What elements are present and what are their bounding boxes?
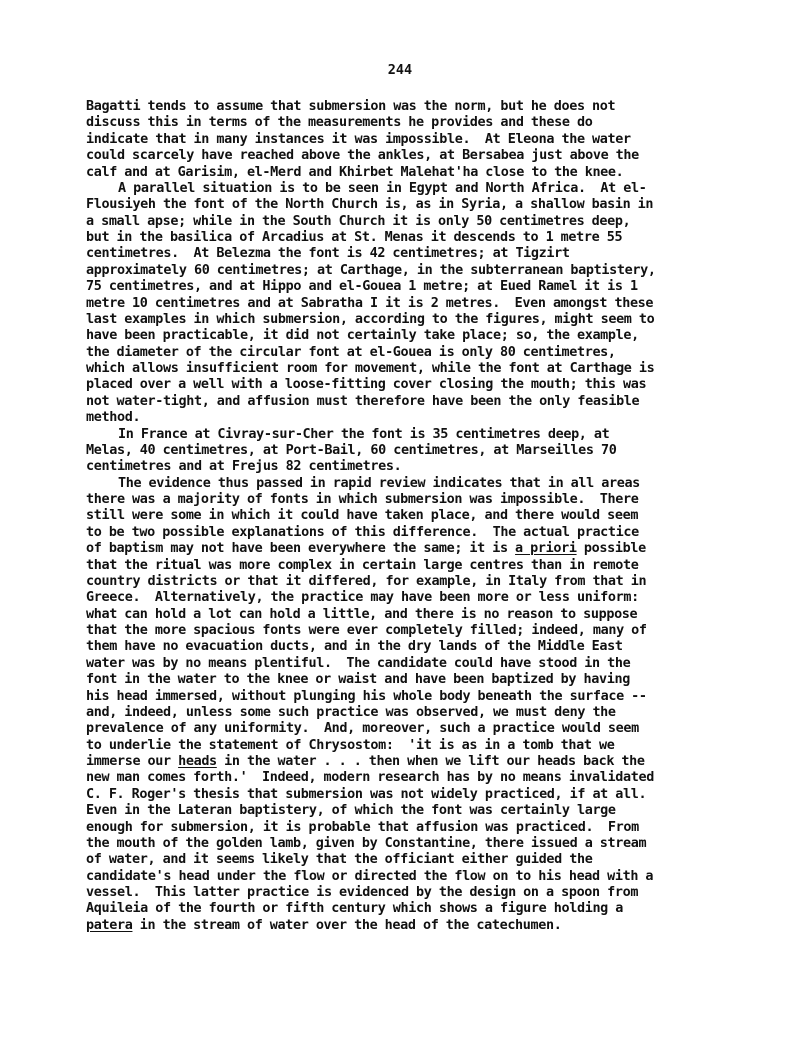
- text-line: country districts or that it differed, for example, in Italy from that in: [86, 573, 647, 589]
- text-line: them have no evacuation ducts, and in the dry lands of the Middle East: [86, 639, 623, 655]
- text-line: placed over a well with a loose-fitting cover closing the mouth; this was: [86, 377, 647, 393]
- text-line: [86, 541, 746, 557]
- text-line: and, indeed, unless some such practice was observed, we must deny the: [86, 704, 616, 720]
- text-line: vessel. This latter practice is evidenced by the design on a spoon from: [86, 885, 639, 900]
- text-line: could scarcely have reached above the ankles, at Bersabea just above the: [86, 148, 639, 164]
- text-line: approximately 60 centimetres; at Carthage, in the subterranean baptistery,: [86, 262, 656, 278]
- text-line: to underlie the statement of Chrysostom: 'it is as in a tomb that we: [86, 737, 615, 753]
- text-line: centimetres and at Frejus 82 centimetres.: [86, 459, 402, 475]
- text-line: last examples in which submersion, according to the figures, might seem to: [86, 311, 655, 327]
- text-segment: in the stream of water over the head of the catechumen.: [132, 917, 562, 933]
- paragraph-start-line: In France at Civray-sur-Cher the font is 35 centimetres deep, at: [118, 426, 610, 442]
- text-line: which allows insufficient room for movement, while the font at Carthage is: [86, 361, 655, 376]
- text-line: but in the basilica of Arcadius at St. Menas it descends to 1 metre 55: [86, 230, 623, 245]
- text-line: new man comes forth.' Indeed, modern research has by no means invalidated: [86, 770, 654, 786]
- text-line: Melas, 40 centimetres, at Port-Bail, 60 centimetres, at Marseilles 70: [86, 442, 617, 458]
- text-line: discuss this in terms of the measurements he provides and these do: [86, 115, 593, 131]
- text-line: not water-tight, and affusion must therefore have been the only feasible: [86, 393, 640, 409]
- underlined-a-priori: a priori: [515, 541, 577, 557]
- text-segment: of baptism may not have been everywhere the same; it is: [86, 541, 516, 557]
- text-line: that the ritual was more complex in certain large centres than in remote: [86, 557, 639, 573]
- text-line: Even in the Lateran baptistery, of which the font was certainly large: [86, 803, 616, 819]
- paragraph-start-line: The evidence thus passed in rapid review indicates that in all areas: [118, 475, 640, 491]
- underlined-heads: heads: [178, 754, 217, 769]
- text-line: centimetres. At Belezma the font is 42 centimetres; at Tigzirt: [86, 246, 570, 262]
- text-line: indicate that in many instances it was impossible. At Eleona the water: [86, 131, 631, 147]
- text-line: prevalence of any uniformity. And, moreover, such a practice would seem: [86, 721, 639, 737]
- text-line: enough for submersion, it is probable that affusion was practiced. From: [86, 819, 639, 835]
- text-line: 75 centimetres, and at Hippo and el-Gouea 1 metre; at Eued Ramel it is 1: [86, 279, 638, 295]
- text-line: calf and at Garisim, el-Merd and Khirbet Malehat'ha close to the knee.: [86, 164, 624, 180]
- text-line: what can hold a lot can hold a little, and there is no reason to suppose: [86, 606, 638, 622]
- text-line: Bagatti tends to assume that submersion was the norm, but he does not: [86, 99, 616, 114]
- text-line: [86, 918, 746, 934]
- text-segment: immerse our: [86, 754, 179, 769]
- text-line: font in the water to the knee or waist and have been baptized by having: [86, 672, 630, 688]
- body-text: [86, 99, 746, 934]
- text-line: candidate's head under the flow or directed the flow on to his head with a: [86, 868, 654, 884]
- text-line: Aquileia of the fourth or fifth century which shows a figure holding a: [86, 901, 624, 917]
- text-line: metre 10 centimetres and at Sabratha I it is 2 metres. Even amongst these: [86, 295, 654, 311]
- text-line: C. F. Roger's thesis that submersion was not widely practiced, if at all.: [86, 786, 647, 802]
- text-line: to be two possible explanations of this difference. The actual practice: [86, 524, 639, 540]
- text-line: [86, 754, 746, 770]
- text-line: still were some in which it could have taken place, and there would seem: [86, 508, 639, 524]
- text-line: Greece. Alternatively, the practice may have been more or less uniform:: [86, 590, 639, 606]
- text-segment: in the water . . . then when we lift our heads back the: [216, 754, 645, 769]
- text-line: that the more spacious fonts were ever completely filled; indeed, many of: [86, 623, 647, 638]
- text-line: a small apse; while in the South Church it is only 50 centimetres deep,: [86, 213, 631, 229]
- text-line: there was a majority of fonts in which submersion was impossible. There: [86, 492, 639, 507]
- text-line: method.: [86, 410, 141, 426]
- text-line: water was by no means plentiful. The candidate could have stood in the: [86, 655, 631, 671]
- text-line: the diameter of the circular font at el-Gouea is only 80 centimetres,: [86, 344, 616, 360]
- page-number: 244: [387, 62, 413, 78]
- text-line: of water, and it seems likely that the officiant either guided the: [86, 852, 593, 868]
- paragraph-start-line: A parallel situation is to be seen in Egypt and North Africa. At el-: [118, 180, 647, 196]
- text-line: the mouth of the golden lamb, given by Constantine, there issued a stream: [86, 835, 647, 851]
- text-line: his head immersed, without plunging his whole body beneath the surface --: [86, 688, 647, 704]
- text-line: have been practicable, it did not certainly take place; so, the example,: [86, 328, 639, 344]
- text-line: Flousiyeh the font of the North Church is, as in Syria, a shallow basin in: [86, 197, 654, 213]
- text-segment: possible: [576, 541, 646, 557]
- underlined-patera: patera: [86, 917, 133, 933]
